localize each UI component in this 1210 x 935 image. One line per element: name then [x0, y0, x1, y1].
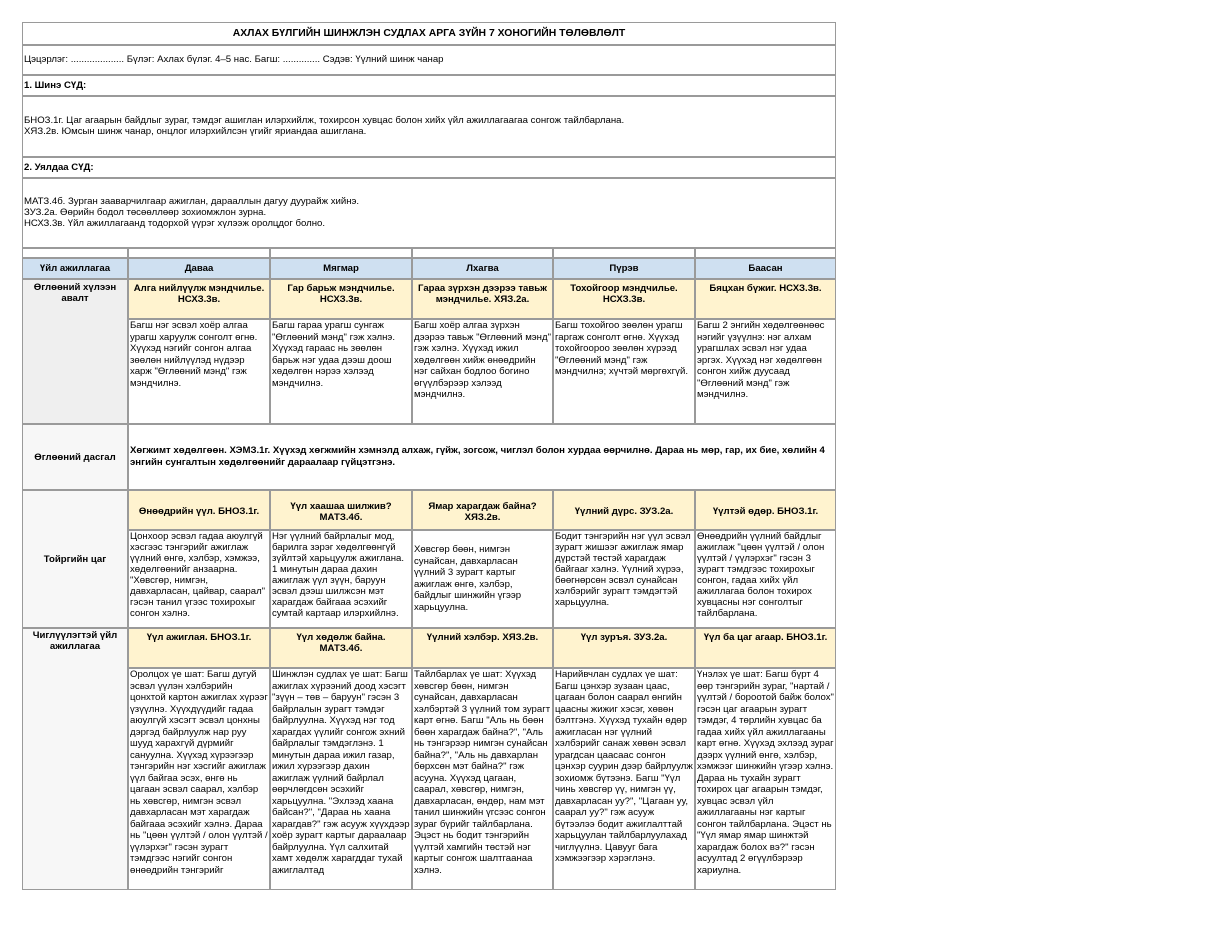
guided-activity-body: Нарийвчлан судлах үе шат: Багш цэнхэр зузаан цаас, цагаан болон саарал өнгийн цаасны жижиг хэсэг, хөвөн бэлтгэнэ. Хүүхэд тухайн өдөр ажигласан нэг үүлний хэлбэрийг санаж хөвөн эсвэл урагдсан цаасаас сонгон цэнхэр суурин дээр байрлуулж зохиомж бүтээнэ. Багш "Үүл чинь хөвсгөр үү, нимгэн үү, давхарласан уу?", "Цагаан уу, саарал уу?" гэж асууж бүтээлээ бодит ажиглалттай харьцуулан тайлбарлуулахад чиглүүлнэ. Цавууг бага хэмжээгээр хэрэглэнэ.	[553, 668, 695, 890]
morning-reception-body: Багш 2 энгийн хөдөлгөөнөөс нэгийг үзүүлнэ: нэг алхам урагшлах эсвэл нэг удаа эргэх. Хүүхэд нэг хөдөлгөөн сонгон хийж дуусаад "Өглөөний мэнд" гэж мэндчилнэ.	[695, 319, 836, 424]
circle-time-title: Ямар харагдаж байна? ХЯЗ.2в.	[412, 490, 553, 530]
morning-reception-title: Алга нийлүүлж мэндчилье. НСХЗ.3в.	[128, 279, 270, 319]
section2-title: 2. Уялдаа СҮД:	[22, 157, 836, 178]
circle-time-title: Үүлний дүрс. ЗУЗ.2а.	[553, 490, 695, 530]
guided-activity-body: Үнэлэх үе шат: Багш бүрт 4 өөр тэнгэрийн зураг, "нартай / үүлтэй / бороотой байж болох" гэсэн цаг агаарын зурагт тэмдэг, 4 төрлийн хувцас ба гадаа хийх үйл ажиллагааны карт өгнө. Хүүхэд эхлээд зураг дээрх үүлний өнгө, хэлбэр, хэмжээг шинжийн үгээр хэлнэ. Дараа нь тухайн зурагт тохирох цаг агаарын тэмдэг, хувцас эсвэл үйл ажиллагааны нэг картыг сонгон тайлбарлана. Эцэст нь "Үүл ямар ямар шинжтэй харагдаж болох вэ?" гэсэн асуултад 2 өгүүлбэрээр хариулна.	[695, 668, 836, 890]
header-tuesday: Мягмар	[270, 258, 412, 279]
spacer-cell	[128, 248, 270, 258]
section1-goals	[22, 96, 836, 157]
morning-reception-body: Багш тохойгоо зөөлөн урагш гаргаж сонголт өгнө. Хүүхэд тохойгоороо зөөлөн хүрээд "Өглөөний мэнд" гэж мэндчилнэ; хүчтэй мөргөхгүй.	[553, 319, 695, 424]
circle-time-title: Үүлтэй өдөр. БНОЗ.1г.	[695, 490, 836, 530]
row-label-circle-time: Тойргийн цаг	[22, 490, 128, 628]
circle-time-body: Өнөөдрийн үүлний байдлыг ажиглаж "цөөн үүлтэй / олон үүлтэй / үүлэрхэг" гэсэн 3 зурагт тэмдгээс тохирохыг сонгон, гадаа хийх үйл ажиллагаа болон тохирох хувцасны нэг сонголтыг тайлбарлана.	[695, 530, 836, 628]
spacer-cell	[270, 248, 412, 258]
guided-activity-title: Үүлний хэлбэр. ХЯЗ.2в.	[412, 628, 553, 668]
row-label-morning-reception: Өглөөний хүлээн авалт	[22, 279, 128, 424]
spacer-cell	[412, 248, 553, 258]
header-friday: Баасан	[695, 258, 836, 279]
guided-activity-body: Шинжлэн судлах үе шат: Багш ажиглах хүрээний доод хэсэгт "зүүн – төв – баруун" гэсэн 3 байрлалын зурагт тэмдэг байрлуулна. Хүүхэд нэг тод харагдах үүлийг сонгож эхний байрлалыг тэмдэглэнэ. 1 минутын дараа ижил газар, ижил хүрээгээр дахин ажиглаж үүлний байрлал өөрчлөгдсөн эсэхийг харьцуулна. "Эхлээд хаана байсан?", "Дараа нь хаана харагдав?" гэж асууж хүүхдээр хоёр зурагт картыг дараалаар байрлуулна. Үүл салхитай хамт хөдөлж харагддаг тухай ажиглалтад	[270, 668, 412, 890]
guided-activity-title: Үүл ба цаг агаар. БНОЗ.1г.	[695, 628, 836, 668]
spacer-cell	[553, 248, 695, 258]
spacer-cell	[695, 248, 836, 258]
circle-time-title: Үүл хаашаа шилжив? МАТЗ.4б.	[270, 490, 412, 530]
morning-reception-body: Багш гараа урагш сунгаж "Өглөөний мэнд" гэж хэлнэ. Хүүхэд гараас нь зөөлөн барьж нэг удаа дээш доош хөдөлгөн нэрээ хэлээд мэндчилнэ.	[270, 319, 412, 424]
circle-time-body: Нэг үүлний байрлалыг мод, барилга зэрэг хөдөлгөөнгүй зүйлтэй харьцуулж ажиглана. 1 минутын дараа дахин ажиглаж үүл зүүн, баруун эсвэл дээш шилжсэн мэт харагдаж байгааа эсэхийг сумтай картаар илэрхийлнэ.	[270, 530, 412, 628]
guided-activity-body: Оролцох үе шат: Багш дугуй эсвэл үүлэн хэлбэрийн цонхтой картон ажиглах хүрээг үзүүлнэ. Хүүхдүүдийг гадаа аюулгүй хэсэгт эсвэл цонхны дэргэд байрлуулж нар руу шууд харахгүй дүрмийг сануулна. Хүүхэд хүрээгээр тэнгэрийн нэг хэсгийг ажиглаж үүл байгаа эсэх, өнгө нь цагаан эсвэл саарал, хэлбэр нь хөвсгөр, нимгэн эсвэл давхарласан мэт харагдаж байгааа эсэхийг хэлнэ. Дараа нь "цөөн үүлтэй / олон үүлтэй / үүлэрхэг" гэсэн зурагт тэмдгээс нэгийг сонгон өнөөдрийн тэнгэрийг	[128, 668, 270, 890]
header-activity: Үйл ажиллагаа	[22, 258, 128, 279]
guided-activity-body: Тайлбарлах үе шат: Хүүхэд хөвсгөр бөөн, нимгэн сунайсан, давхарласан хэлбэртэй 3 үүлний том зурагт карт өгнө. Багш "Аль нь бөөн бөөн харагдаж байна?", "Аль нь тэнгэрээр нимгэн сунайсан байна?", "Аль нь давхарлан бөрхсөн мэт байна?" гэж асууна. Хүүхэд цагаан, саарал, хөвсгөр, нимгэн, давхарласан, өндөр, нам мэт танил шинжийн үгсээс сонгон зураг бүрийг тайлбарлана. Эцэст нь бодит тэнгэрийн үүлтэй хамгийн төстэй нэг картыг сонгож шалтгаанаа хэлнэ.	[412, 668, 553, 890]
section2-goal-line: НСХЗ.3в. Үйл ажиллагаанд тодорхой үүрэг хүлээж оролцдог болно.	[24, 218, 326, 229]
morning-reception-title: Гар барьж мэндчилье. НСХЗ.3в.	[270, 279, 412, 319]
section2-goal-line: ЗУЗ.2а. Өөрийн бодол төсөөллөөр зохиомжлон зурна.	[24, 207, 267, 218]
circle-time-body: Хөвсгөр бөөн, нимгэн сунайсан, давхарласан үүлний 3 зурагт картыг ажиглаж өнгө, хэлбэр, байдлыг шинжийн үгээр харьцуулна.	[412, 530, 553, 628]
document-meta-line: Цэцэрлэг: .................... Бүлэг: Ахлах бүлэг. 4–5 нас. Багш: .............. Сэдэв: Үүлний шинж чанар	[22, 45, 836, 75]
section2-goals	[22, 178, 836, 248]
circle-time-title: Өнөөдрийн үүл. БНОЗ.1г.	[128, 490, 270, 530]
header-thursday: Пүрэв	[553, 258, 695, 279]
section1-title: 1. Шинэ СҮД:	[22, 75, 836, 96]
morning-exercise-text: Хөгжимт хөдөлгөөн. ХЭМЗ.1г. Хүүхэд хөгжмийн хэмнэлд алхаж, гүйж, зогсож, чиглэл болон хурдаа өөрчилнө. Дараа нь мөр, гар, их бие, хөлийн 4 энгийн сунгалтын хөдөлгөөнийг дараалаар гүйцэтгэнэ.	[128, 424, 836, 490]
circle-time-body: Цонхоор эсвэл гадаа аюулгүй хэсгээс тэнгэрийг ажиглаж үүлний өнгө, хэлбэр, хэмжээ, хөдөлгөөнийг анзаарна. "Хөвсгөр, нимгэн, давхарласан, цайвар, саарал" гэсэн танил үгээс тохирохыг сонгон хэлнэ.	[128, 530, 270, 628]
morning-reception-body: Багш нэг эсвэл хоёр алгаа урагш харуулж сонголт өгнө. Хүүхэд нэгийг сонгон алгаа зөөлөн нийлүүлэд нүдээр харж "Өглөөний мэнд" гэж мэндчилнэ.	[128, 319, 270, 424]
header-monday: Даваа	[128, 258, 270, 279]
section1-goal-line: БНОЗ.1г. Цаг агаарын байдлыг зураг, тэмдэг ашиглан илэрхийлж, тохирсон хувцас болон хийх үйл ажиллагаагаа сонгож тайлбарлана.	[24, 115, 625, 126]
morning-reception-body: Багш хоёр алгаа зүрхэн дээрээ тавьж "Өглөөний мэнд" гэж хэлнэ. Хүүхэд ижил хөдөлгөөн хийж өнөөдрийн нэг сайхан бодлоо богино өгүүлбэрээр хэлээд мэндчилнэ.	[412, 319, 553, 424]
circle-time-body: Бодит тэнгэрийн нэг үүл эсвэл зурагт жишээг ажиглаж ямар дүрстэй төстэй харагдаж байгааг хэлнэ. Үүлний хүрээ, бөөгнөрсөн эсвэл сунайсан хэлбэрийг зурагт тэмдэгтэй харьцуулна.	[553, 530, 695, 628]
spacer-cell	[22, 248, 128, 258]
row-label-morning-exercise: Өглөөний дасгал	[22, 424, 128, 490]
header-wednesday: Лхагва	[412, 258, 553, 279]
guided-activity-title: Үүл зуръя. ЗУЗ.2а.	[553, 628, 695, 668]
row-label-guided-activity: Чиглүүлэгтэй үйл ажиллагаа	[22, 628, 128, 890]
morning-reception-title: Тохойгоор мэндчилье. НСХЗ.3в.	[553, 279, 695, 319]
morning-reception-title: Гараа зүрхэн дээрээ тавьж мэндчилье. ХЯЗ.2а.	[412, 279, 553, 319]
document-title: АХЛАХ БҮЛГИЙН ШИНЖЛЭН СУДЛАХ АРГА ЗҮЙН 7 ХОНОГИЙН ТӨЛӨВЛӨЛТ	[22, 22, 836, 45]
section1-goal-line: ХЯЗ.2в. Юмсын шинж чанар, онцлог илэрхийлсэн үгийг яриандаа ашиглана.	[24, 126, 367, 137]
guided-activity-title: Үүл ажиглая. БНОЗ.1г.	[128, 628, 270, 668]
morning-reception-title: Бяцхан бүжиг. НСХЗ.3в.	[695, 279, 836, 319]
guided-activity-title: Үүл хөдөлж байна. МАТЗ.4б.	[270, 628, 412, 668]
section2-goal-line: МАТЗ.4б. Зурган зааварчилгаар ажиглан, дарааллын дагуу дуурайж хийнэ.	[24, 196, 360, 207]
